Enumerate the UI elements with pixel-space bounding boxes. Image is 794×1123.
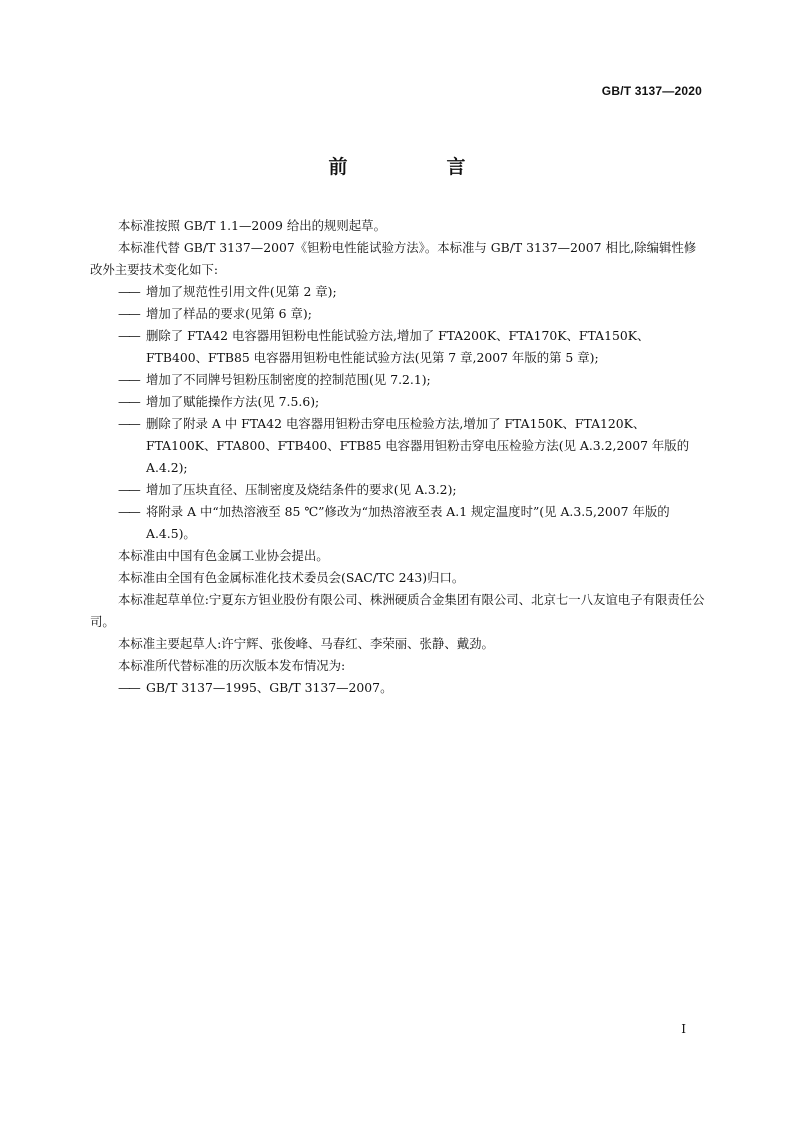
foreword-body bbox=[90, 215, 706, 699]
change-item bbox=[90, 281, 706, 303]
dash-marker: —— bbox=[118, 482, 139, 497]
change-item bbox=[90, 303, 706, 325]
dash-marker: —— bbox=[118, 504, 139, 519]
intro-paragraph: 本标准代替 GB/T 3137—2007《钽粉电性能试验方法》。本标准与 GB/T 3137—2007 相比,除编辑性修改外主要技术变化如下: bbox=[90, 240, 697, 277]
change-text: 删除了附录 A 中 FTA42 电容器用钽粉击穿电压检验方法,增加了 FTA150K、FTA120K、FTA100K、FTA800、FTB400、FTB85 电容器用钽粉击穿电压检验方法(见 A.3.2,2007 年版的 A.4.2); bbox=[146, 416, 690, 475]
change-item bbox=[90, 413, 706, 479]
closing-paragraph: 本标准由中国有色金属工业协会提出。 bbox=[118, 548, 329, 563]
page-title: 前 言 bbox=[328, 156, 506, 178]
standard-code: GB/T 3137—2020 bbox=[601, 84, 702, 98]
change-text: 删除了 FTA42 电容器用钽粉电性能试验方法,增加了 FTA200K、FTA170K、FTA150K、FTB400、FTB85 电容器用钽粉电性能试验方法(见第 7 章,2007 年版的第 5 章); bbox=[146, 328, 650, 365]
history-text: GB/T 3137—1995、GB/T 3137—2007。 bbox=[146, 680, 393, 695]
intro-paragraph: 本标准按照 GB/T 1.1—2009 给出的规则起草。 bbox=[118, 218, 386, 233]
dash-marker: —— bbox=[118, 284, 139, 299]
change-text: 将附录 A 中“加热溶液至 85 ℃”修改为“加热溶液至表 A.1 规定温度时”(见 A.3.5,2007 年版的 A.4.5)。 bbox=[146, 504, 670, 541]
page-number: I bbox=[681, 1022, 686, 1036]
dash-marker: —— bbox=[118, 394, 139, 409]
closing-paragraph: 本标准主要起草人:许宁辉、张俊峰、马春红、李荣丽、张静、戴劲。 bbox=[118, 636, 494, 651]
dash-marker: —— bbox=[118, 680, 139, 695]
change-item bbox=[90, 391, 706, 413]
closing-paragraph: 本标准由全国有色金属标准化技术委员会(SAC/TC 243)归口。 bbox=[118, 570, 465, 585]
dash-marker: —— bbox=[118, 416, 139, 431]
dash-marker: —— bbox=[118, 306, 139, 321]
closing-paragraph: 本标准所代替标准的历次版本发布情况为: bbox=[118, 658, 346, 673]
change-item bbox=[90, 479, 706, 501]
change-text: 增加了规范性引用文件(见第 2 章); bbox=[146, 284, 337, 299]
change-item bbox=[90, 369, 706, 391]
dash-marker: —— bbox=[118, 372, 139, 387]
history-item bbox=[90, 677, 706, 699]
change-text: 增加了样品的要求(见第 6 章); bbox=[146, 306, 312, 321]
change-text: 增加了压块直径、压制密度及烧结条件的要求(见 A.3.2); bbox=[146, 482, 457, 497]
change-text: 增加了不同牌号钽粉压制密度的控制范围(见 7.2.1); bbox=[146, 372, 431, 387]
change-text: 增加了赋能操作方法(见 7.5.6); bbox=[146, 394, 320, 409]
closing-paragraph: 本标准起草单位:宁夏东方钽业股份有限公司、株洲硬质合金集团有限公司、北京七一八友谊电子有限责任公司。 bbox=[90, 592, 705, 629]
dash-marker: —— bbox=[118, 328, 139, 343]
change-item bbox=[90, 325, 706, 369]
change-item bbox=[90, 501, 706, 545]
